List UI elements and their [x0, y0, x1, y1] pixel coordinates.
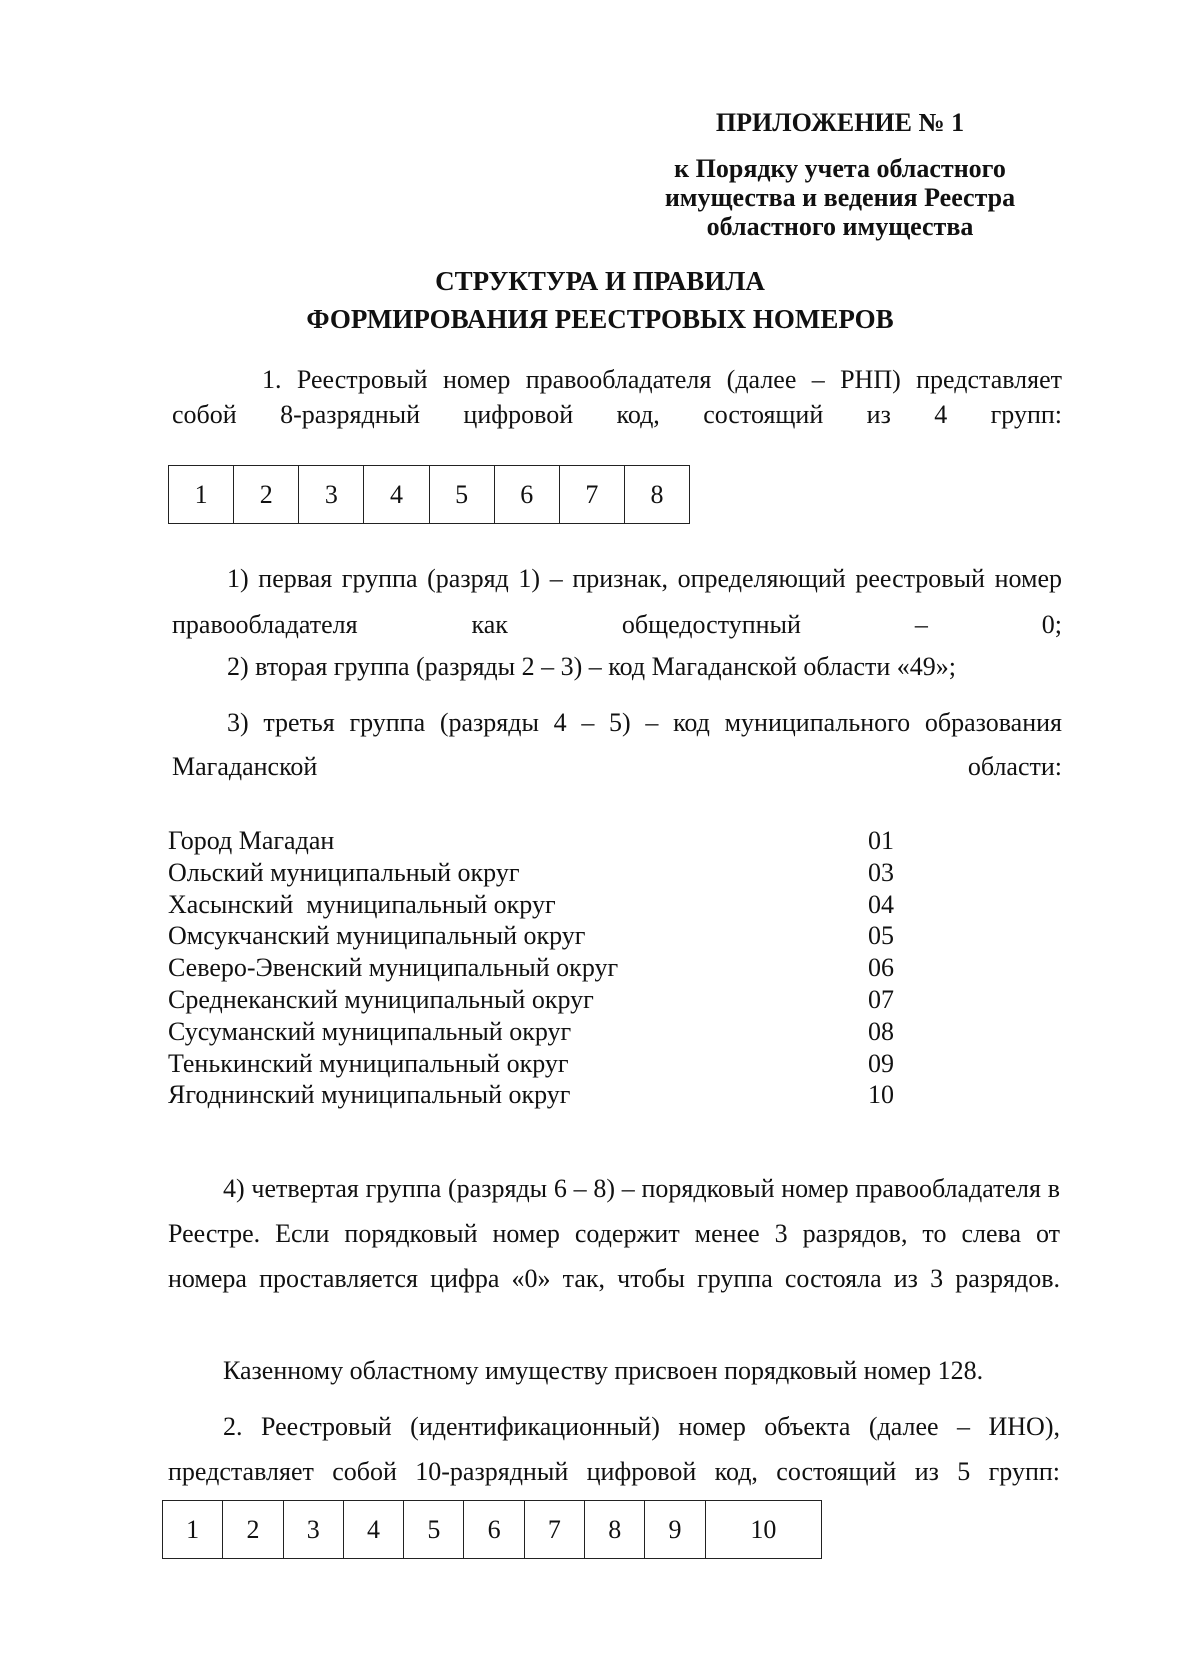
ino-digit-cell: 6: [464, 1501, 524, 1559]
list-item: [168, 952, 908, 984]
ino-digit-table: [162, 1500, 822, 1559]
ino-digit-cell: 2: [223, 1501, 283, 1559]
list-item: [168, 1048, 908, 1080]
rnp-digit-cell: 7: [559, 466, 624, 524]
municipality-name: Ягоднинский муниципальный округ: [168, 1080, 571, 1110]
municipality-code: 04: [868, 889, 894, 919]
appendix-ref-line-2: имущества и ведения Реестра: [664, 183, 1016, 212]
ino-digit-cell: 5: [404, 1501, 464, 1559]
ino-digit-cell: 4: [343, 1501, 403, 1559]
ino-digit-cell: 3: [283, 1501, 343, 1559]
municipality-name: Северо-Эвенский муниципальный округ: [168, 953, 619, 983]
municipality-code: 06: [868, 953, 894, 983]
ino-digit-cell: 1: [163, 1501, 223, 1559]
rnp-digit-cell: 8: [624, 466, 689, 524]
appendix-ref-line-3: областного имущества: [706, 212, 974, 241]
municipality-name: Ольский муниципальный округ: [168, 857, 520, 887]
rnp-digit-table: [168, 465, 690, 524]
municipality-code: 08: [868, 1016, 894, 1046]
group4-text: 4) четвертая группа (разряды 6 – 8) – порядковый номер правообладателя в Реестре. Если порядковый номер содержит менее 3 разрядов, то слева от номера проставляется цифра «0» так, чтобы группа состояла из 3 разрядов.: [168, 1174, 1060, 1293]
doc-title-line-1: СТРУКТУРА И ПРАВИЛА: [435, 266, 765, 296]
municipality-code: 07: [868, 984, 894, 1014]
list-item: [168, 889, 908, 921]
rnp-digit-cell: 5: [429, 466, 494, 524]
municipality-name: Хасынский муниципальный округ: [168, 889, 556, 919]
municipality-name: Сусуманский муниципальный округ: [168, 1016, 572, 1046]
municipality-name: Омсукчанский муниципальный округ: [168, 921, 586, 951]
rnp-digit-cell: 4: [364, 466, 429, 524]
municipality-name: Тенькинский муниципальный округ: [168, 1048, 569, 1078]
ino-digit-cell: 7: [524, 1501, 584, 1559]
section2-intro: 2. Реестровый (идентификационный) номер объекта (далее – ИНО), представляет собой 10-разрядный цифровой код, состоящий из 5 групп:: [168, 1412, 1060, 1486]
treasury-note: Казенному областному имуществу присвоен порядковый номер 128.: [223, 1356, 984, 1385]
group2-text: 2) вторая группа (разряды 2 – 3) – код Магаданской области «49»;: [227, 652, 957, 681]
rnp-digit-cell: 3: [299, 466, 364, 524]
group1-text: 1) первая группа (разряд 1) – признак, определяющий реестровый номер правообладателя как общедоступный – 0;: [172, 564, 1062, 639]
group3-text: 3) третья группа (разряды 4 – 5) – код муниципального образования Магаданской области:: [172, 708, 1062, 781]
ino-digit-cell: 9: [645, 1501, 705, 1559]
list-item: [168, 825, 908, 857]
list-item: [168, 857, 908, 889]
rnp-digit-cell: 2: [234, 466, 299, 524]
rnp-digit-cell: 6: [494, 466, 559, 524]
municipality-code: 03: [868, 857, 894, 887]
ino-digit-cell: 10: [705, 1501, 821, 1559]
municipality-name: Среднеканский муниципальный округ: [168, 984, 594, 1014]
rnp-digit-cell: 1: [169, 466, 234, 524]
municipality-name: Город Магадан: [168, 826, 335, 855]
municipality-code: 10: [868, 1080, 894, 1110]
ino-digit-cell: 8: [585, 1501, 645, 1559]
appendix-ref-line-1: к Порядку учета областного: [674, 154, 1006, 183]
section1-intro: 1. Реестровый номер правообладателя (далее – РНП) представляет собой 8-разрядный цифровой код, состоящий из 4 групп:: [172, 365, 1062, 429]
municipality-code: 05: [868, 921, 894, 951]
list-item: [168, 920, 908, 952]
doc-title-line-2: ФОРМИРОВАНИЯ РЕЕСТРОВЫХ НОМЕРОВ: [306, 304, 894, 334]
municipality-code: 01: [868, 826, 894, 855]
municipality-list: [168, 825, 908, 1111]
list-item: [168, 1079, 908, 1111]
list-item: [168, 1016, 908, 1048]
list-item: [168, 984, 908, 1016]
municipality-code: 09: [868, 1048, 894, 1078]
appendix-title: ПРИЛОЖЕНИЕ № 1: [715, 108, 965, 137]
